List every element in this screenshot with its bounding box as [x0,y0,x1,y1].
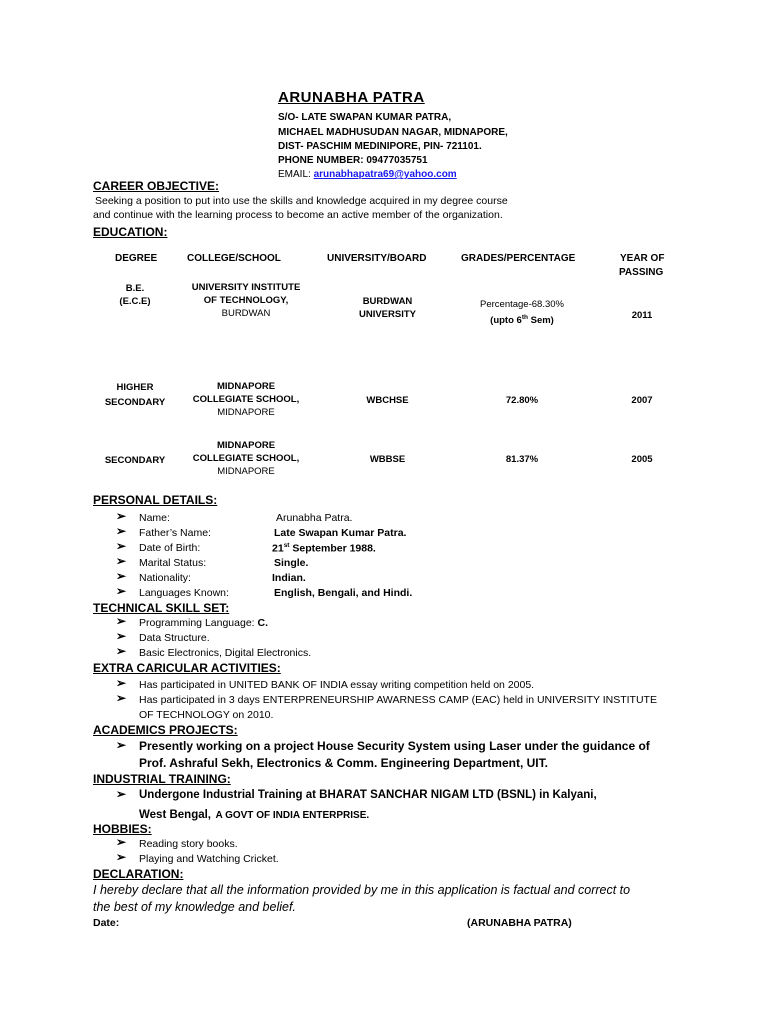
activity-item-continued: OF TECHNOLOGY on 2010. [139,709,274,721]
skill-item: Data Structure. [139,632,210,644]
declaration-heading: DECLARATION: [93,867,184,881]
table-cell-board: WBCHSE [366,395,409,406]
arrow-bullet-icon: ➢ [116,569,127,583]
detail-value: Late Swapan Kumar Patra. [274,527,407,539]
table-cell-grade: 72.80% [505,395,539,406]
arrow-bullet-icon: ➢ [116,554,127,568]
table-cell-board: BURDWAN UNIVERSITY [358,296,416,320]
arrow-bullet-icon: ➢ [116,691,127,705]
col-header-grades: GRADES/PERCENTAGE [461,253,576,264]
arrow-bullet-icon: ➢ [116,850,127,864]
detail-label: Languages Known: [139,587,229,599]
table-cell-year: 2011 [631,310,653,321]
training-text-line: Undergone Industrial Training at BHARAT SANCHAR NIGAM LTD (BSNL) in Kalyani, [139,789,597,801]
detail-label: Date of Birth: [139,542,201,554]
project-text-line: Prof. Ashraful Sekh, Electronics & Comm. Engineering Department, UIT. [139,756,548,770]
detail-label: Nationality: [139,572,191,584]
activity-item: Has participated in 3 days ENTERPRENEURSHIP AWARNESS CAMP (EAC) held in UNIVERSITY INSTITUTE [139,694,657,706]
skill-item: Basic Electronics, Digital Electronics. [139,647,312,659]
training-heading: INDUSTRIAL TRAINING: [93,772,231,786]
arrow-bullet-icon: ➢ [116,614,127,628]
col-header-board: UNIVERSITY/BOARD [327,253,427,264]
detail-label: Marital Status: [139,557,207,569]
detail-value: 21st September 1988. [272,542,376,555]
col-header-passing: PASSING [619,267,664,278]
career-text-line: and continue with the learning process to become an active member of the organization. [93,209,503,221]
personal-details-heading: PERSONAL DETAILS: [93,493,218,507]
hobbies-heading: HOBBIES: [93,822,152,836]
detail-value: Arunabha Patra. [276,512,353,524]
declaration-text-line: I hereby declare that all the information provided by me in this application is factual and correct to [93,883,631,897]
col-header-year: YEAR OF [620,253,665,264]
email-label: EMAIL: [278,169,311,180]
education-heading: EDUCATION: [93,225,168,239]
hobby-item: Playing and Watching Cricket. [139,853,279,865]
detail-label: Father’s Name: [139,527,211,539]
address-line: MICHAEL MADHUSUDAN NAGAR, MIDNAPORE, [278,127,508,138]
career-text-line: Seeking a position to put into use the skills and knowledge acquired in my degree course [95,195,508,207]
email-link[interactable]: arunabhapatra69@yahoo.com [313,169,457,180]
col-header-degree: DEGREE [115,253,158,264]
date-label: Date: [93,917,120,929]
table-cell-degree: B.E. (E.C.E) [119,283,151,307]
technical-skills-heading: TECHNICAL SKILL SET: [93,601,230,615]
arrow-bullet-icon: ➢ [116,539,127,553]
table-cell-board: WBBSE [369,454,406,465]
table-cell-college: UNIVERSITY INSTITUTE OF TECHNOLOGY, BURDWAN [191,282,301,319]
table-cell-grade: Percentage-68.30% (upto 6th Sem) [480,299,564,327]
table-cell-year: 2007 [631,395,653,406]
table-cell-grade: 81.37% [505,454,539,465]
address-line: S/O- LATE SWAPAN KUMAR PATRA, [278,112,452,123]
arrow-bullet-icon: ➢ [116,629,127,643]
table-cell-degree: HIGHER SECONDARY [104,382,166,408]
table-cell-college: MIDNAPORE COLLEGIATE SCHOOL, MIDNAPORE [192,440,300,477]
applicant-name: ARUNABHA PATRA [278,89,425,106]
arrow-bullet-icon: ➢ [116,584,127,598]
arrow-bullet-icon: ➢ [116,787,127,801]
table-cell-year: 2005 [631,454,653,465]
skill-item: Programming Language: C. [139,617,268,629]
hobby-item: Reading story books. [139,838,238,850]
address-line: DIST- PASCHIM MEDINIPORE, PIN- 721101. [278,141,482,152]
project-text-line: Presently working on a project House Security System using Laser under the guidance of [139,739,650,753]
table-cell-degree: SECONDARY [104,455,166,466]
career-objective-heading: CAREER OBJECTIVE: [93,179,220,193]
arrow-bullet-icon: ➢ [116,644,127,658]
phone-number: PHONE NUMBER: 09477035751 [278,155,428,166]
email-row [278,169,457,180]
arrow-bullet-icon: ➢ [116,676,127,690]
activity-item: Has participated in UNITED BANK OF INDIA essay writing competition held on 2005. [139,679,535,691]
detail-label: Name: [139,512,170,524]
projects-heading: ACADEMICS PROJECTS: [93,723,238,737]
arrow-bullet-icon: ➢ [116,738,127,752]
arrow-bullet-icon: ➢ [116,524,127,538]
signature-name: (ARUNABHA PATRA) [467,917,572,929]
arrow-bullet-icon: ➢ [116,835,127,849]
col-header-college: COLLEGE/SCHOOL [187,253,281,264]
declaration-text-line: the best of my knowledge and belief. [93,900,296,914]
table-cell-college: MIDNAPORE COLLEGIATE SCHOOL, MIDNAPORE [192,381,300,418]
arrow-bullet-icon: ➢ [116,509,127,523]
detail-value: English, Bengali, and Hindi. [274,587,413,599]
extra-curricular-heading: EXTRA CARICULAR ACTIVITIES: [93,661,281,675]
detail-value: Single. [274,557,309,569]
training-text-line: West Bengal, A GOVT OF INDIA ENTERPRISE. [139,809,370,821]
detail-value: Indian. [272,572,306,584]
